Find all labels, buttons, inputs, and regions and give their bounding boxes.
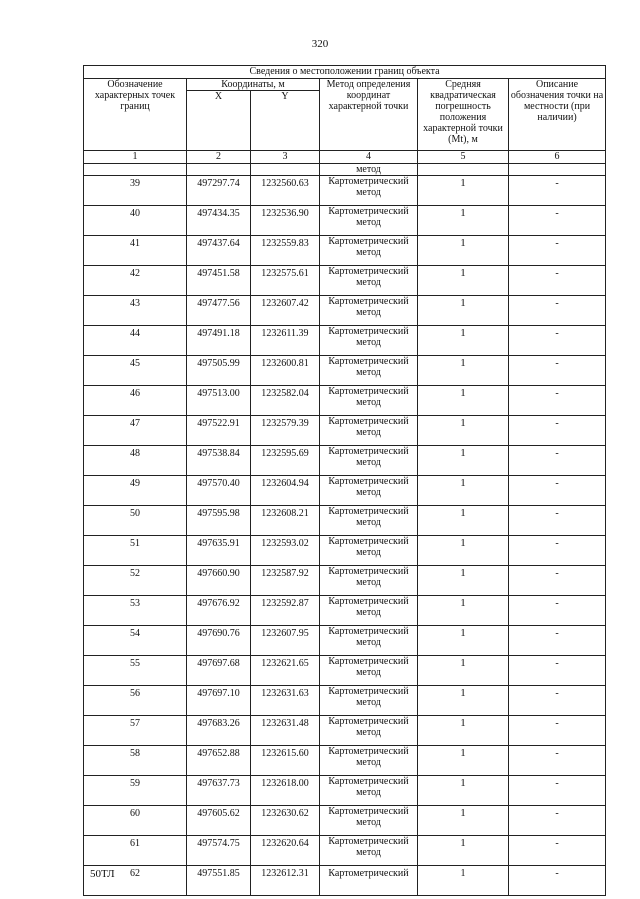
accuracy-value: 1 [460,567,466,579]
accuracy-value: 1 [460,687,466,699]
table-row [84,326,606,356]
method-line-2: метод [356,277,381,288]
method-cell [320,836,418,866]
method-cell [320,746,418,776]
accuracy-value: 1 [460,327,466,339]
method-cell [320,596,418,626]
coord-y: 1232575.61 [251,266,320,296]
method-line-2: метод [356,697,381,708]
method-line-2: метод [356,337,381,348]
page-number: 320 [311,38,329,50]
method-line-1: Картометрический [328,266,409,277]
accuracy-cell [418,236,509,266]
coord-y: 1232600.81 [251,356,320,386]
method-line-2: метод [356,847,381,858]
accuracy-cell [418,716,509,746]
header-y: Y [251,91,320,151]
accuracy-value: 1 [460,267,466,279]
coord-y: 1232621.65 [251,656,320,686]
coord-y: 1232620.64 [251,836,320,866]
table-row [84,866,606,896]
coord-y: 1232582.04 [251,386,320,416]
column-number: 5 [418,151,509,164]
accuracy-cell [418,566,509,596]
method-line-2: метод [356,517,381,528]
accuracy-cell [418,446,509,476]
method-line-2: метод [356,367,381,378]
coord-y: 1232612.31 [251,866,320,896]
method-line-1: Картометрический [328,686,409,697]
point-number: 46 [84,386,187,416]
coord-y: 1232592.87 [251,596,320,626]
point-description: - [509,596,606,626]
coord-x: 497513.00 [187,386,251,416]
method-line-1: Картометрический [328,806,409,817]
point-number: 48 [84,446,187,476]
table-row [84,776,606,806]
accuracy-cell [418,356,509,386]
method-line-1: Картометрический [328,356,409,367]
coord-x: 497676.92 [187,596,251,626]
coord-x: 497437.64 [187,236,251,266]
table-row [84,536,606,566]
point-description: - [509,236,606,266]
point-description: - [509,686,606,716]
accuracy-value: 1 [460,537,466,549]
accuracy-value: 1 [460,507,466,519]
header-coordinates: Координаты, м [187,79,320,91]
table-row [84,506,606,536]
accuracy-value: 1 [460,717,466,729]
coord-y: 1232611.39 [251,326,320,356]
accuracy-cell [418,176,509,206]
table-row [84,656,606,686]
method-line-2: метод [356,577,381,588]
accuracy-cell [418,416,509,446]
point-description: - [509,536,606,566]
coord-x: 497538.84 [187,446,251,476]
method-cell [320,266,418,296]
coord-y: 1232608.21 [251,506,320,536]
header-x: X [187,91,251,151]
method-line-2: метод [356,307,381,318]
method-cell [320,206,418,236]
point-number: 53 [84,596,187,626]
point-number: 51 [84,536,187,566]
coord-x: 497683.26 [187,716,251,746]
method-line-2: метод [356,187,381,198]
method-line-2: метод [356,727,381,738]
method-cell [320,806,418,836]
table-row [84,266,606,296]
accuracy-cell [418,476,509,506]
column-number: 4 [320,151,418,164]
method-line-2: метод [356,667,381,678]
point-number: 57 [84,716,187,746]
accuracy-cell [418,206,509,236]
table-row [84,206,606,236]
method-cell [320,356,418,386]
coord-y: 1232615.60 [251,746,320,776]
accuracy-cell [418,746,509,776]
method-line-1: Картометрический [328,506,409,517]
accuracy-cell [418,326,509,356]
point-number: 58 [84,746,187,776]
point-number: 47 [84,416,187,446]
accuracy-value: 1 [460,627,466,639]
method-cell [320,236,418,266]
point-description: - [509,506,606,536]
accuracy-cell [418,506,509,536]
point-description: - [509,356,606,386]
method-line-2: метод [356,787,381,798]
point-description: - [509,656,606,686]
method-line-1: Картометрический [328,236,409,247]
method-cell [320,176,418,206]
column-number: 2 [187,151,251,164]
table-row [84,686,606,716]
coord-x: 497297.74 [187,176,251,206]
accuracy-cell [418,386,509,416]
method-cell [320,776,418,806]
method-cell [320,716,418,746]
coord-x: 497635.91 [187,536,251,566]
accuracy-cell [418,776,509,806]
method-cell [320,446,418,476]
point-number: 41 [84,236,187,266]
table-row [84,806,606,836]
coord-y: 1232536.90 [251,206,320,236]
method-cell [320,566,418,596]
column-number: 6 [509,151,606,164]
table-row [84,566,606,596]
method-cell [320,296,418,326]
accuracy-cell [418,806,509,836]
point-description: - [509,746,606,776]
method-line-1: Картометрический [328,326,409,337]
method-line-2: метод [356,457,381,468]
point-number: 42 [84,266,187,296]
coord-y: 1232607.42 [251,296,320,326]
accuracy-value: 1 [460,447,466,459]
column-number: 3 [251,151,320,164]
point-number: 54 [84,626,187,656]
point-description: - [509,776,606,806]
table-row [84,836,606,866]
point-description: - [509,806,606,836]
coord-x: 497551.85 [187,866,251,896]
boundary-table [83,65,606,896]
point-number: 60 [84,806,187,836]
point-description: - [509,476,606,506]
accuracy-value: 1 [460,237,466,249]
coord-x: 497477.56 [187,296,251,326]
accuracy-value: 1 [460,597,466,609]
header-description: Описание обозначения точки на местности (при наличии) [509,79,606,151]
method-line-1: Картометрический [328,716,409,727]
point-description: - [509,626,606,656]
method-line-1: Картометрический [328,776,409,787]
method-line-1: Картометрический [328,386,409,397]
table-row [84,596,606,626]
continuation-row [84,164,606,176]
method-line-1: Картометрический [328,836,409,847]
method-cell [320,686,418,716]
method-line-2: метод [356,637,381,648]
method-cell: Картометрический [320,866,418,896]
method-line-1: Картометрический [328,296,409,307]
accuracy-cell [418,656,509,686]
coord-y: 1232595.69 [251,446,320,476]
point-number: 44 [84,326,187,356]
accuracy-cell [418,626,509,656]
method-line-1: Картометрический [328,656,409,667]
coord-y: 1232560.63 [251,176,320,206]
point-number: 52 [84,566,187,596]
method-cell [320,536,418,566]
method-line-1: Картометрический [328,206,409,217]
method-line-2: метод [356,397,381,408]
coord-x: 497595.98 [187,506,251,536]
point-description: - [509,386,606,416]
point-description: - [509,566,606,596]
point-number: 62 [84,866,187,896]
point-number: 50 [84,506,187,536]
coord-x: 497660.90 [187,566,251,596]
point-description: - [509,866,606,896]
point-description: - [509,326,606,356]
coord-y: 1232607.95 [251,626,320,656]
accuracy-value: 1 [460,387,466,399]
method-line-2: метод [356,547,381,558]
accuracy-value: 1 [460,357,466,369]
method-cell [320,656,418,686]
point-number: 61 [84,836,187,866]
table-row [84,716,606,746]
coord-y: 1232579.39 [251,416,320,446]
accuracy-value: 1 [460,777,466,789]
coord-y: 1232618.00 [251,776,320,806]
accuracy-value: 1 [460,207,466,219]
method-cell [320,416,418,446]
method-line-2: метод [356,247,381,258]
point-description: - [509,296,606,326]
point-number: 39 [84,176,187,206]
coord-x: 497505.99 [187,356,251,386]
coord-x: 497690.76 [187,626,251,656]
table-row [84,476,606,506]
table-row [84,296,606,326]
point-number: 45 [84,356,187,386]
method-line-2: метод [356,757,381,768]
header-accuracy: Средняя квадратическая погрешность положения характерной точки (Мt), м [418,79,509,151]
accuracy-value: 1 [418,866,509,896]
coord-x: 497434.35 [187,206,251,236]
method-line-1: Картометрический [328,746,409,757]
accuracy-value: 1 [460,297,466,309]
table-row [84,386,606,416]
table-row [84,446,606,476]
method-cell [320,626,418,656]
accuracy-cell [418,686,509,716]
method-cell [320,476,418,506]
coord-y: 1232630.62 [251,806,320,836]
coord-y: 1232631.48 [251,716,320,746]
method-line-1: Картометрический [328,536,409,547]
coord-y: 1232604.94 [251,476,320,506]
coord-x: 497491.18 [187,326,251,356]
method-line-1: Картометрический [328,626,409,637]
accuracy-cell [418,536,509,566]
accuracy-value: 1 [460,807,466,819]
coord-x: 497697.10 [187,686,251,716]
header-method: Метод определения координат характерной точки [320,79,418,151]
table-row [84,356,606,386]
method-cell [320,326,418,356]
point-description: - [509,206,606,236]
table-caption: Сведения о местоположении границ объекта [84,66,606,79]
coord-x: 497652.88 [187,746,251,776]
coord-x: 497697.68 [187,656,251,686]
method-cell [320,506,418,536]
footer-mark: 50ТЛ [90,868,115,880]
method-line-1: Картометрический [328,596,409,607]
point-description: - [509,416,606,446]
point-description: - [509,266,606,296]
accuracy-value: 1 [460,477,466,489]
method-line-1: Картометрический [328,416,409,427]
table-row [84,176,606,206]
method-line-1: Картометрический [328,566,409,577]
method-line-2: метод [356,217,381,228]
coord-x: 497637.73 [187,776,251,806]
coord-y: 1232559.83 [251,236,320,266]
method-cell [320,386,418,416]
method-line-1: Картометрический [328,446,409,457]
method-line-2: метод [356,607,381,618]
method-line-2: метод [356,487,381,498]
method-line-1: Картометрический [328,476,409,487]
point-number: 55 [84,656,187,686]
point-description: - [509,176,606,206]
accuracy-cell [418,836,509,866]
coord-y: 1232631.63 [251,686,320,716]
table-row [84,626,606,656]
coord-x: 497605.62 [187,806,251,836]
point-number: 40 [84,206,187,236]
coord-y: 1232587.92 [251,566,320,596]
accuracy-value: 1 [460,747,466,759]
point-description: - [509,446,606,476]
table-row [84,236,606,266]
accuracy-value: 1 [460,837,466,849]
accuracy-value: 1 [460,177,466,189]
coord-y: 1232593.02 [251,536,320,566]
column-number: 1 [84,151,187,164]
coord-x: 497570.40 [187,476,251,506]
coord-x: 497451.58 [187,266,251,296]
accuracy-cell [418,266,509,296]
point-number: 49 [84,476,187,506]
header-designation: Обозначение характерных точек границ [84,79,187,151]
continuation-method: метод [320,164,418,176]
point-number: 43 [84,296,187,326]
accuracy-cell [418,596,509,626]
point-number: 59 [84,776,187,806]
point-number: 56 [84,686,187,716]
method-line-2: метод [356,427,381,438]
accuracy-value: 1 [460,657,466,669]
table-row [84,746,606,776]
accuracy-value: 1 [460,417,466,429]
coord-x: 497574.75 [187,836,251,866]
method-line-2: метод [356,817,381,828]
method-line-1: Картометрический [328,176,409,187]
point-description: - [509,836,606,866]
accuracy-cell [418,296,509,326]
point-description: - [509,716,606,746]
coord-x: 497522.91 [187,416,251,446]
table-row [84,416,606,446]
